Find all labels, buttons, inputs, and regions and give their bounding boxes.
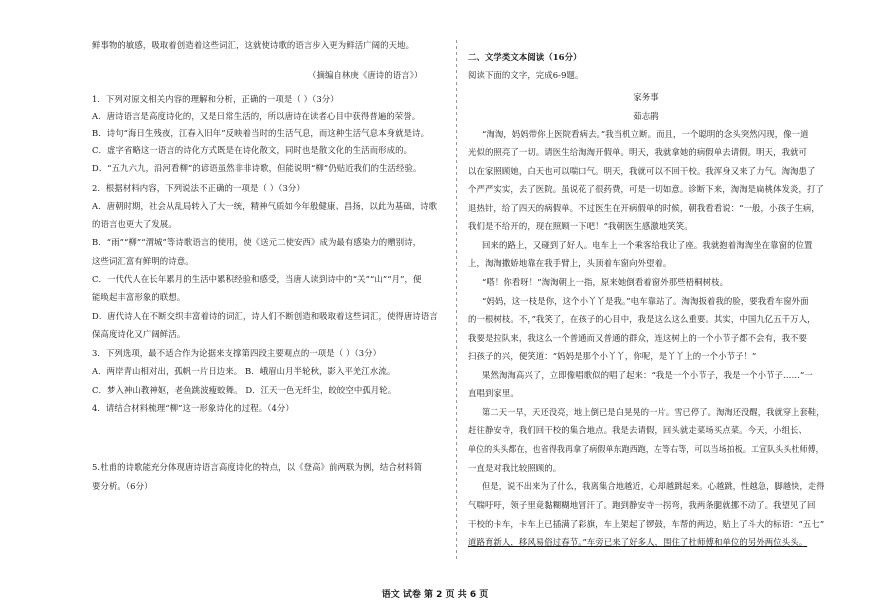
question-5: 5.杜甫的诗歌能充分体现唐诗语言高度诗化的特点，以《登高》前两联为例，结合材料简 [92, 462, 423, 472]
column-divider [456, 40, 457, 560]
paragraph-line: 退热针，给了四天的病假单。不过医生在开病假单的时候，朝我看看说：“一般，小孩子生病， [468, 203, 820, 213]
option: A．唐诗语言是高度诗化的，又是日常生活的，所以唐诗在读者心目中获得普遍的荣誉。 [92, 111, 421, 121]
option: D．“五九六九，沿河看柳”的谚语虽然非非诗歌，但能说明“柳”仍贴近我们的生活经验。 [92, 163, 422, 173]
story-author: 茹志鹃 [633, 111, 659, 121]
option: A．唐朝时期，社会从乱局转入了大一统，精神气质如今年般健康、昌扬，以此为基础，诗歌 [92, 201, 438, 211]
paragraph-line: 第二天一早，天还没亮，地上倒已是白晃晃的一片。雪已停了。淘淘还没醒，我就穿上套鞋， [482, 407, 825, 417]
option-cont: 这些词汇富有鲜明的诗意。 [92, 256, 194, 266]
paragraph-line: 一直是对我比较照顾的。 [468, 463, 562, 473]
paragraph-line: 我们是不给开的，现在照顾一下吧！”我朝医生感激地笑笑。 [468, 221, 693, 231]
option: D．唐代诗人在不断交织丰富着诗的词汇，诗人们不断创造和吸取着这些词汇，使得唐诗语言 [92, 311, 438, 321]
instruction: 阅读下面的文字，完成6-9题。 [468, 70, 584, 80]
paragraph-line: 以在家照顾她，白天也可以喘口气。明天，我就可以不回干校。我浑身又来了力气。淘淘患了 [468, 166, 816, 176]
paragraph-line: 赶往静安寺，我们回干校的集合地点。我是去请假，回头就走菜场买点菜。今天，小组长、 [468, 425, 807, 435]
question-1: 1．下列对原文相关内容的理解和分析，正确的一项是（ ）（3分） [92, 94, 339, 104]
paragraph-line: “淘淘，妈妈带你上医院看病去。”我当机立断。而且，一个聪明的念头突然闪现，像一道 [482, 129, 809, 139]
option: C．虚字省略这一语言的诗化方式既是在诗化散文，同时也是散文化的生活而形成的。 [92, 145, 413, 155]
option-cont: 能唤起丰富形象的联想。 [92, 292, 186, 302]
paragraph-line: 扫孩子的兴，便笑道：“妈妈是那个小丫丫，你呢，是丫丫上的一个小节子！” [468, 351, 757, 361]
paragraph-line: “嗒！你看呀！”淘淘朝上一指，原来她倒看着窗外那些梧桐树枝。 [482, 277, 729, 287]
option-cont: 的语言也更大了发展。 [92, 219, 177, 229]
option-cont: 保高度诗化又广阔鲜活。 [92, 329, 186, 339]
paragraph-line: 的一根树枝。不，”我笑了，在孩子的心目中，我是这么这么重要。其实，中国九亿五千万人， [468, 314, 816, 324]
paragraph-line-underlined: 道路育新人，移风易俗过春节。”车旁已来了好多人，围住了杜师傅和单位的另外两位头头。 [468, 537, 808, 547]
option: C．一代代人在长年累月的生活中累积经验和感受，当唐人读到诗中的“关”“山”“月”，便 [92, 274, 422, 284]
option: B．诗句“海日生残夜，江春入旧年”反映着当时的生活气息，而这种生活气息本身就是诗。 [92, 128, 430, 138]
source-citation: （摘编自林庚《唐诗的语言》） [308, 70, 423, 80]
question-4: 4．请结合材料梳理“柳”这一形象诗化的过程。（4分） [92, 403, 294, 413]
option-row: C．梦入神山教神妪，老鱼跳波瘦蛟舞。 D．江天一色无纤尘，皎皎空中孤月轮。 [92, 385, 397, 395]
section-heading: 二、文学类文本阅读（16分） [468, 52, 582, 62]
option-row: A．两岸青山相对出，孤帆一片日边来。 B．峨眉山月半轮秋，影入平羌江水流。 [92, 366, 396, 376]
story-title: 家务事 [633, 92, 659, 102]
paragraph-line: 回来的路上，又碰到了好人。电车上一个乘客给我让了座。我就抱着淘淘坐在靠窗的位置 [482, 240, 813, 250]
question-2: 2．根据材料内容，下列说法不正确的一项是（ ）（3分） [92, 183, 305, 193]
paragraph-line: 光似的照亮了一切。请医生给淘淘开假单。明天，我就拿她的病假单去请假。明天，我就可 [468, 147, 807, 157]
option: B．“雨”“柳”“渭城”等诗歌语言的使用，使《送元二使安西》成为最有感染力的赠别诗， [92, 237, 422, 247]
paragraph-line: 我要是拉队来，我这么一个普通而又普通的群众，连这树上的一个小节子都不会有，我不要 [468, 333, 807, 343]
paragraph-line: “妈妈，这一枝是你，这个小丫丫是我。”电车靠站了。淘淘扳着我的脸，要我看车窗外面 [482, 296, 809, 306]
question-3: 3．下列选项，最不适合作为论据来支撑第四段主要观点的一项是（ ）（3分） [92, 348, 382, 358]
paragraph-line: 上，淘淘撒娇地靠在我手臂上，头顶着车窗向外望着。 [468, 258, 672, 268]
paragraph-line: 单位的头头都在，也省得我再拿了病假单东跑西跑，左等右等，可以当场拍板。工宣队头头杜师傅， [468, 444, 824, 454]
page-footer: 语文 试卷 第 2 页 共 6 页 [381, 590, 489, 600]
paragraph-line: 果然淘淘高兴了，立即像唱歌似的唱了起来：“我是一个小节子，我是一个小节子……”一 [482, 370, 813, 380]
question-5-cont: 要分析。（6分） [92, 481, 153, 491]
paragraph-line: 干校的卡车，卡车上已插满了彩旗，车上架起了锣鼓，车帮的两边，贴上了斗大的标语：“五七” [468, 519, 825, 529]
text-line: 鲜事物的敏感，吸取着创造着这些词汇，这就使诗歌的语言步入更为鲜活广阔的天地。 [92, 40, 415, 50]
paragraph-line: 气喘吁吁，领子里竟黏糊糊地冒汗了。跑到静安寺一拐弯，我两条腿就挪不动了。我望见了回 [468, 500, 816, 510]
paragraph-line: 直唱到家里。 [468, 388, 519, 398]
paragraph-line: 但是，说不出来为了什么，我离集合地越近，心却越跳起来。心越跳，性越急，脚越快，走得 [482, 481, 825, 491]
paragraph-line: 个严严实实，去了医院。虽说花了很药费，可是一切如意。诊断下来，淘淘是扁桃体发炎，打了 [468, 184, 824, 194]
